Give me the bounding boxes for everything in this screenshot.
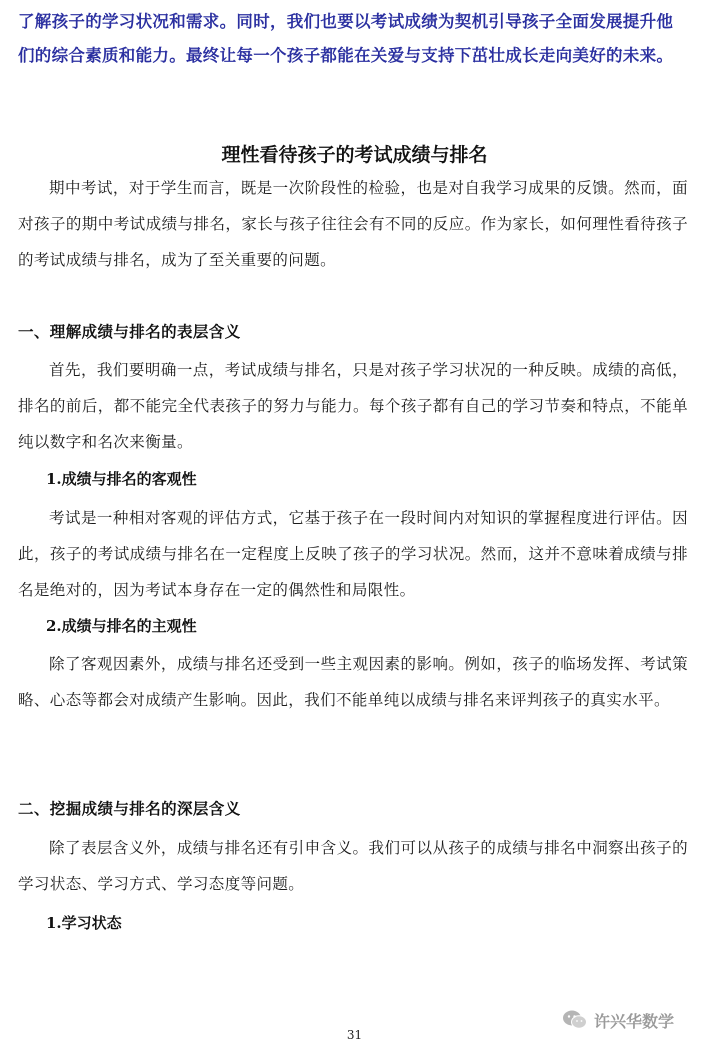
section2-paragraph: 除了表层含义外，成绩与排名还有引申含义。我们可以从孩子的成绩与排名中洞察出孩子的学习状态、学习方式、学习态度等问题。 xyxy=(18,839,688,893)
article-title: 理性看待孩子的考试成绩与排名 xyxy=(221,144,488,166)
section2-heading: 二、挖掘成绩与排名的深层含义 xyxy=(18,799,241,818)
intro-line-2: 们的综合素质和能力。最终让每一个孩子都能在关爱与支持下茁壮成长走向美好的未来。 xyxy=(18,46,674,65)
intro-line-1: 了解孩子的学习状况和需求。同时，我们也要以考试成绩为契机引导孩子全面发展提升他 xyxy=(18,12,674,31)
section1-sub2-paragraph: 除了客观因素外，成绩与排名还受到一些主观因素的影响。例如，孩子的临场发挥、考试策略、心态等都会对成绩产生影响。因此，我们不能单纯以成绩与排名来评判孩子的真实水平。 xyxy=(18,655,688,709)
intro-paragraph: 期中考试，对于学生而言，既是一次阶段性的检验，也是对自我学习成果的反馈。然而，面对孩子的期中考试成绩与排名，家长与孩子往往会有不同的反应。作为家长，如何理性看待孩子的考试成绩与排名，成为了至关重要的问题。 xyxy=(18,179,688,269)
section1-sub1-heading: 1.成绩与排名的客观性 xyxy=(46,470,197,488)
section2-sub1-heading: 1.学习状态 xyxy=(46,914,122,932)
section1-paragraph: 首先，我们要明确一点，考试成绩与排名，只是对孩子学习状况的一种反映。成绩的高低，排名的前后，都不能完全代表孩子的努力与能力。每个孩子都有自己的学习节奏和特点，不能单纯以数字和名次来衡量。 xyxy=(18,361,688,451)
page-number: 31 xyxy=(346,1028,363,1042)
watermark-text: 许兴华数学 xyxy=(594,1011,675,1031)
section1-sub2-heading: 2.成绩与排名的主观性 xyxy=(46,617,197,635)
section1-sub1-paragraph: 考试是一种相对客观的评估方式，它基于孩子在一段时间内对知识的掌握程度进行评估。因此，孩子的考试成绩与排名在一定程度上反映了孩子的学习状况。然而，这并不意味着成绩与排名是绝对的，因为考试本身存在一定的偶然性和局限性。 xyxy=(18,509,688,599)
section1-heading: 一、理解成绩与排名的表层含义 xyxy=(18,322,241,341)
